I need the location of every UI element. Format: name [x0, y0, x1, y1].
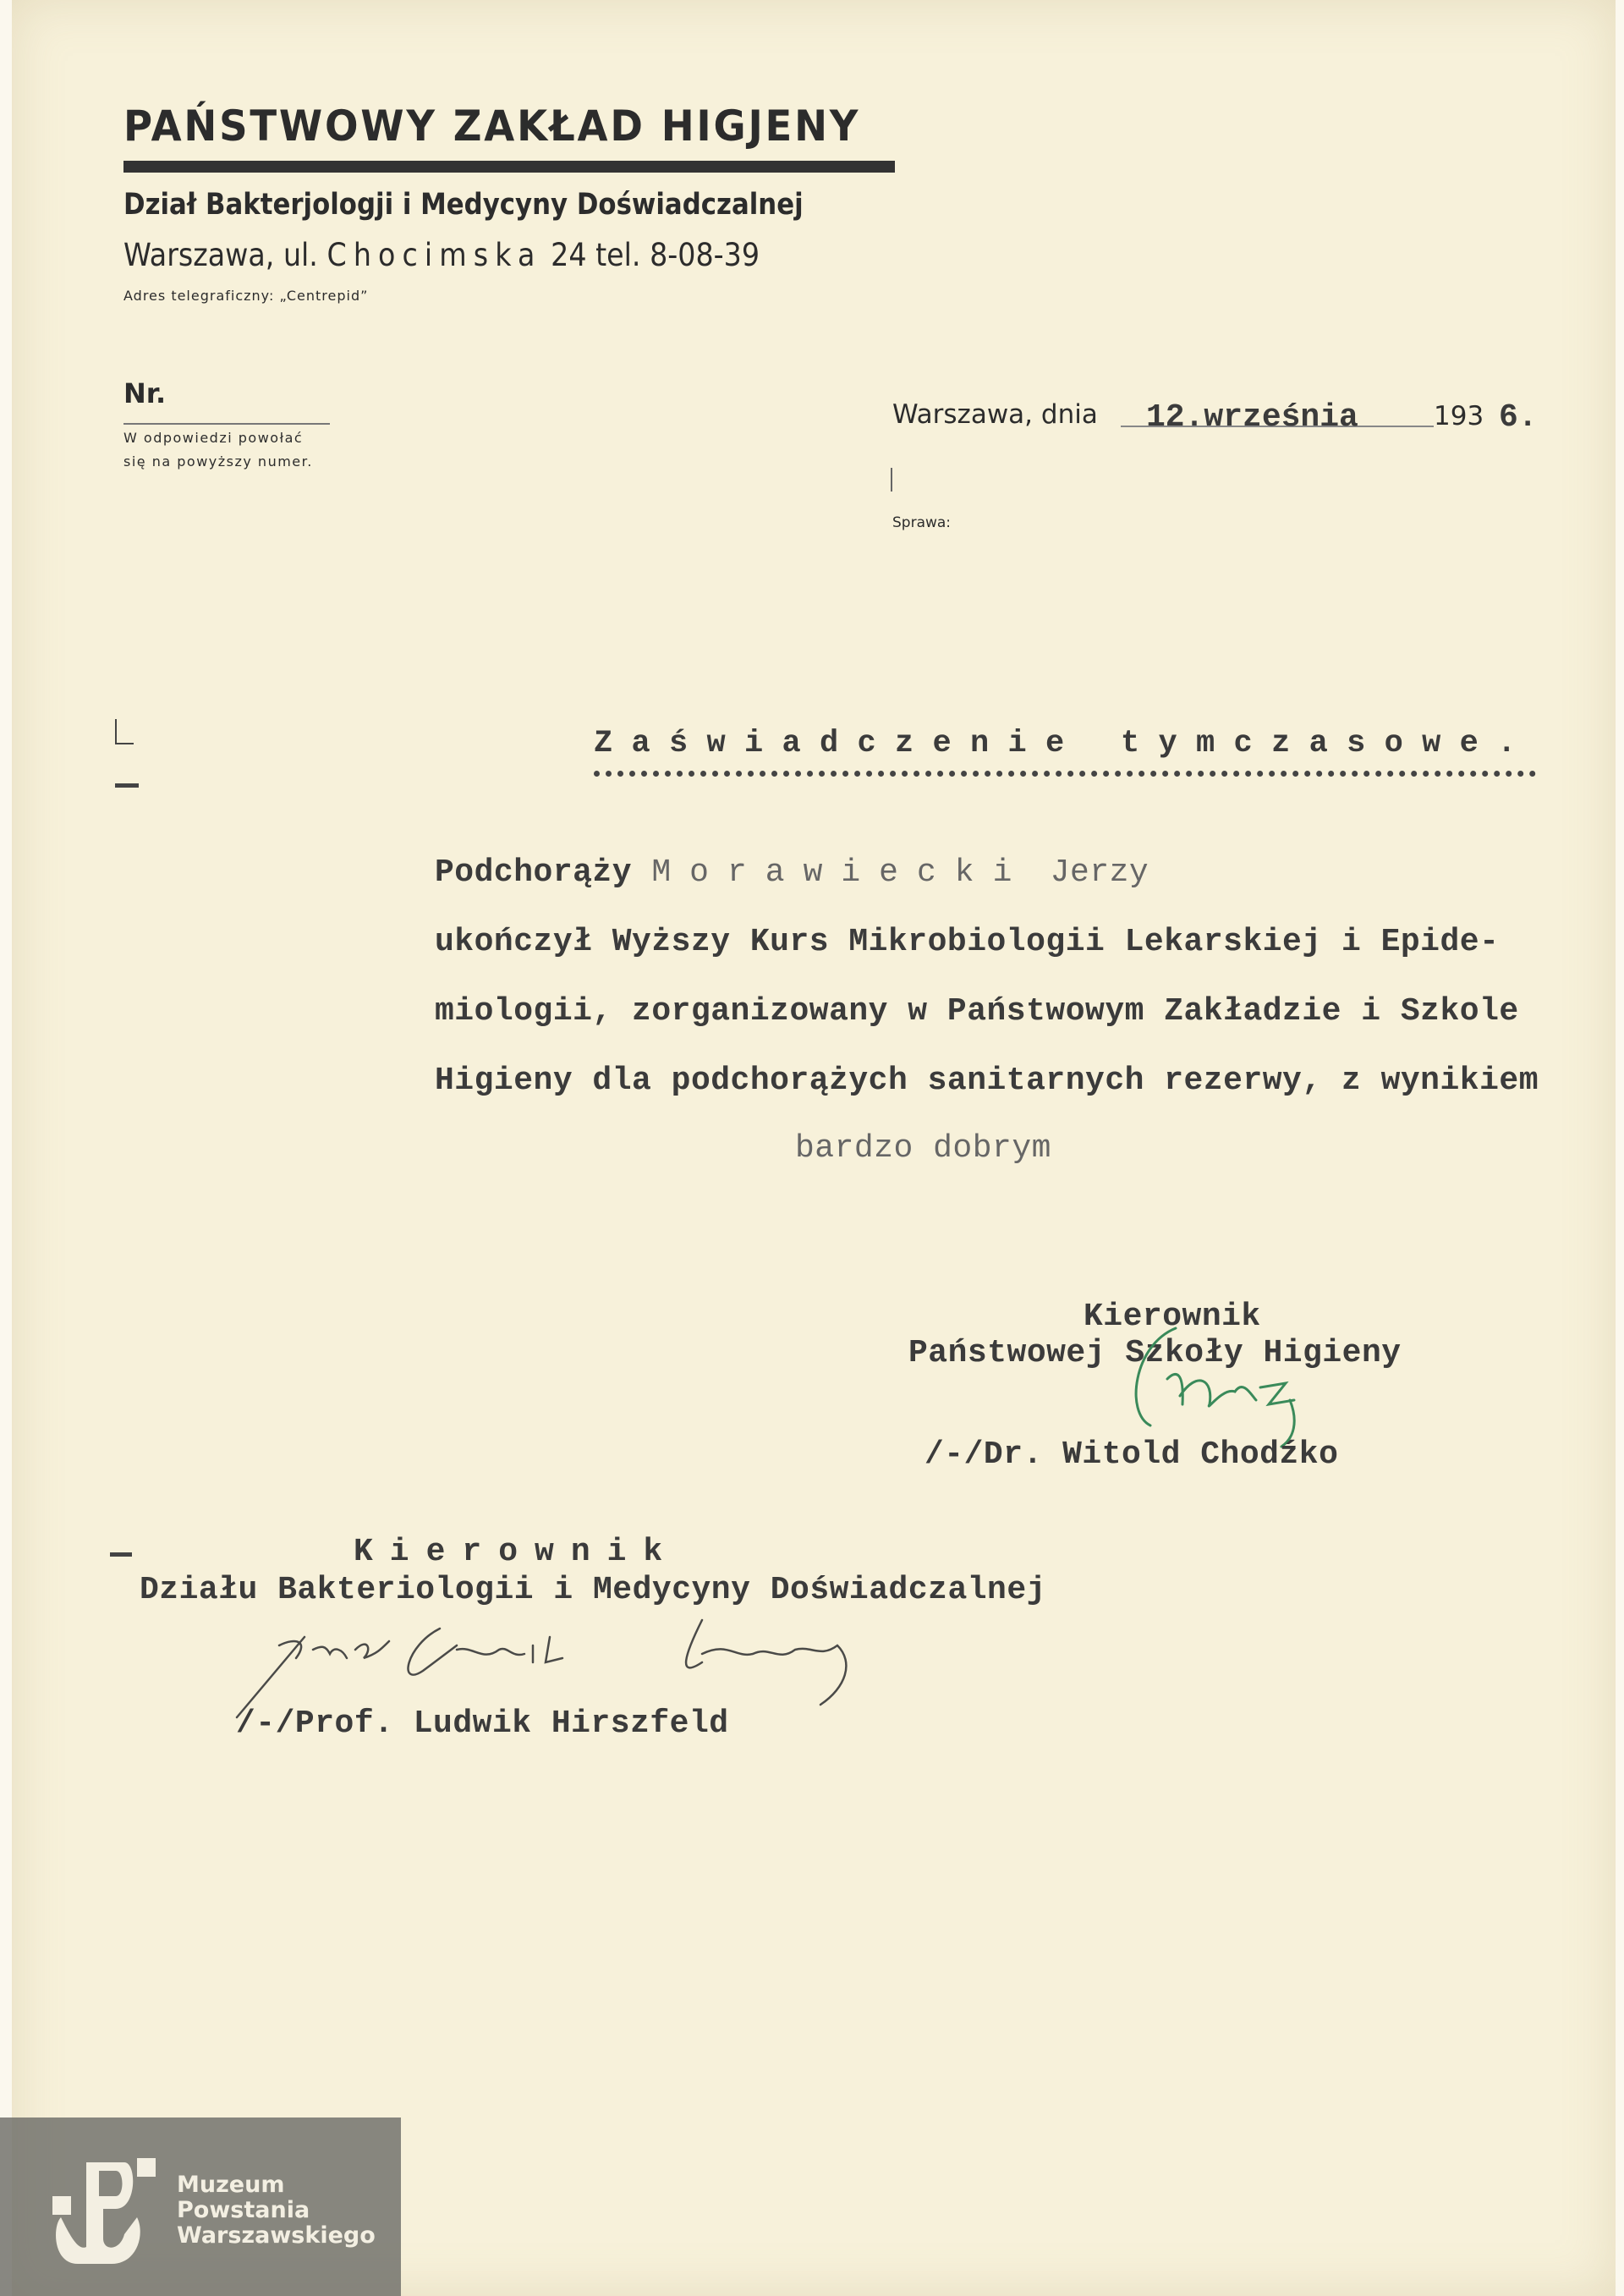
- body-line-3: miologii, zorganizowany w Państwowym Zakładzie i Szkole: [435, 993, 1519, 1030]
- letterhead-rule: [123, 161, 895, 173]
- signature2-role: Kierownik: [354, 1534, 680, 1570]
- result-grade: bardzo dobrym: [795, 1130, 1051, 1167]
- address-city: Warszawa, ul.: [123, 237, 318, 273]
- year-digit: 6.: [1499, 399, 1538, 436]
- fold-mark: [115, 743, 134, 744]
- museum-name-line3: Warszawskiego: [177, 2222, 376, 2249]
- fold-mark: [110, 1552, 132, 1557]
- date-label: Warszawa, dnia: [892, 399, 1098, 430]
- case-tick-mark: [891, 468, 892, 492]
- signature2-name: /-/Prof. Ludwik Hirszfeld: [236, 1706, 729, 1742]
- department-name: Dział Bakterjologji i Medycyny Doświadczalnej: [123, 188, 804, 222]
- signature2-unit: Działu Bakteriologii i Medycyny Doświadczalnej: [140, 1572, 1046, 1608]
- museum-watermark: [0, 2117, 401, 2296]
- institution-name: PAŃSTWOWY ZAKŁAD HIGJENY: [123, 102, 861, 151]
- document-title: Zaświadczenie tymczasowe.: [594, 726, 1535, 761]
- nr-label: Nr.: [123, 377, 167, 409]
- address-rest: 24 tel. 8-08-39: [551, 237, 760, 273]
- fold-mark: [115, 719, 117, 744]
- museum-name-line2: Powstania: [177, 2197, 310, 2223]
- title-underline: [594, 771, 1536, 777]
- year-prefix: 193: [1434, 401, 1484, 431]
- first-name: Jerzy: [1050, 854, 1149, 891]
- body-line-2: ukończył Wyższy Kurs Mikrobiologii Lekarskiej i Epide-: [435, 924, 1500, 960]
- telegraph-address: Adres telegraficzny: „Centrepid”: [123, 288, 369, 304]
- body-line-1: [435, 854, 1149, 891]
- museum-anchor-logo-icon: [52, 2158, 162, 2268]
- reply-note-1: W odpowiedzi powołać: [123, 430, 304, 446]
- case-label: Sprawa:: [892, 514, 952, 531]
- signature1-role: Kierownik: [1084, 1299, 1261, 1335]
- museum-name-line1: Muzeum: [177, 2172, 285, 2198]
- date-value: 12.września: [1146, 399, 1358, 436]
- signature1-unit: Państwowej Szkoły Higieny: [908, 1335, 1402, 1371]
- rank: Podchorąży: [435, 854, 633, 891]
- fold-mark: [115, 783, 139, 788]
- address-street: Chocimska: [326, 237, 542, 273]
- body-line-4: Higieny dla podchorążych sanitarnych rezerwy, z wynikiem: [435, 1063, 1539, 1099]
- signature1-name: /-/Dr. Witold Chodźko: [924, 1436, 1339, 1473]
- address: [123, 237, 760, 273]
- nr-line: [123, 423, 330, 425]
- surname: Morawiecki: [651, 854, 1031, 891]
- reply-note-2: się na powyższy numer.: [123, 453, 313, 470]
